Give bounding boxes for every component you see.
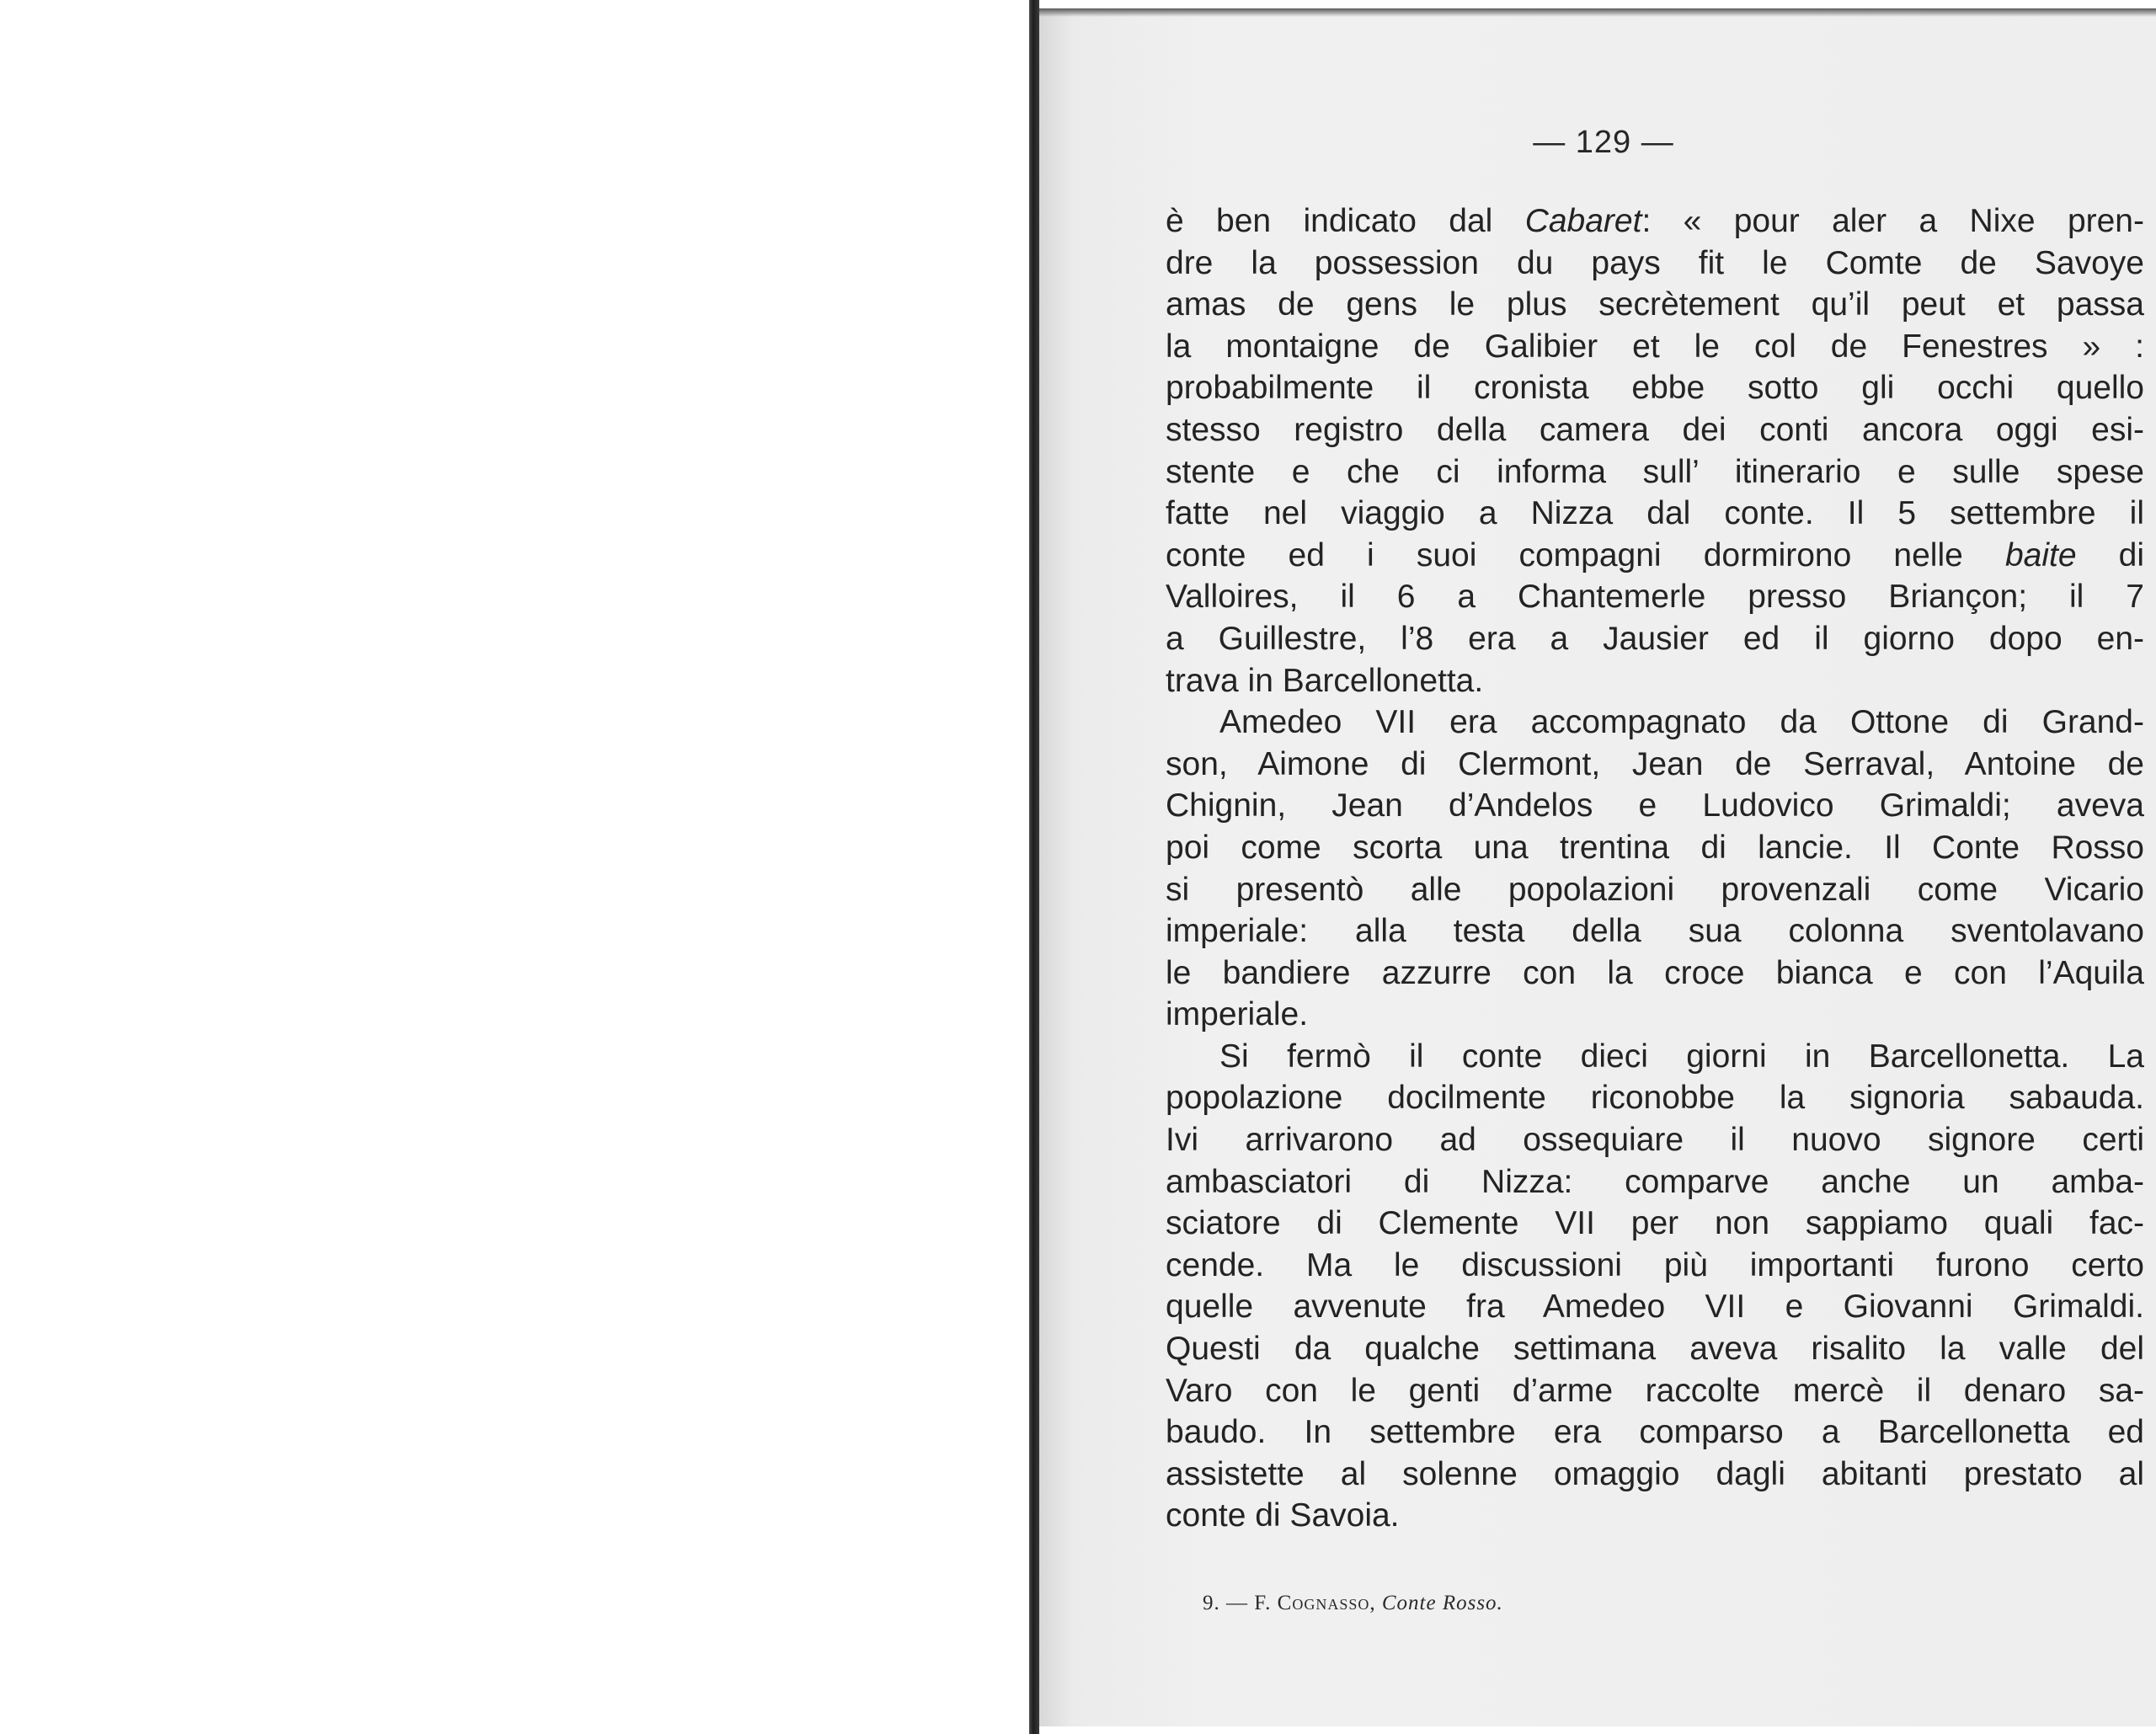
text-line: baudo. In settembre era comparso a Barcellonetta ed bbox=[1166, 1414, 2144, 1451]
text-line bbox=[1166, 200, 2144, 243]
text-line: imperiale. bbox=[1166, 996, 1309, 1033]
text-line: sciatore di Clemente VII per non sappiamo quali fac- bbox=[1166, 1205, 2144, 1242]
page-top-edge-shadow bbox=[1039, 8, 2156, 17]
footer-signature: 9. — F. bbox=[1203, 1592, 1272, 1614]
footer-author: Cognasso, bbox=[1277, 1592, 1376, 1614]
text-segment: di bbox=[2076, 536, 2144, 574]
text-line: assistette al solenne omaggio dagli abitanti prestato al bbox=[1166, 1455, 2144, 1492]
footer-signature-line bbox=[1203, 1592, 1503, 1615]
text-line: conte di Savoia. bbox=[1166, 1497, 1400, 1534]
left-blank-page bbox=[0, 0, 1029, 1734]
text-segment: conte ed i suoi compagni dormirono nelle bbox=[1166, 536, 2005, 574]
text-line: Chignin, Jean d’Andelos e Ludovico Grimaldi; aveva bbox=[1166, 787, 2144, 824]
right-page bbox=[1039, 8, 2156, 1726]
text-line: Questi da qualche settimana aveva risalito la valle del bbox=[1166, 1331, 2144, 1368]
text-line: Si fermò il conte dieci giorni in Barcellonetta. La bbox=[1219, 1038, 2144, 1075]
text-segment: : « pour aler a Nixe pren- bbox=[1641, 203, 2144, 239]
text-line: stesso registro della camera dei conti ancora oggi esi- bbox=[1166, 411, 2144, 448]
text-segment: è ben indicato dal bbox=[1166, 203, 1525, 239]
text-line: amas de gens le plus secrètement qu’il peut et passa bbox=[1166, 286, 2144, 323]
text-line: Varo con le genti d’arme raccolte mercè il denaro sa- bbox=[1166, 1372, 2144, 1409]
text-line: ambasciatori di Nizza: comparve anche un amba- bbox=[1166, 1163, 2144, 1200]
text-line: la montaigne de Galibier et le col de Fenestres » : bbox=[1166, 328, 2144, 365]
text-line: le bandiere azzurre con la croce bianca e con l’Aquila bbox=[1166, 954, 2144, 991]
text-line: imperiale: alla testa della sua colonna sventolavano bbox=[1166, 913, 2144, 950]
text-line: Valloires, il 6 a Chantemerle presso Briançon; il 7 bbox=[1166, 579, 2144, 616]
text-line: dre la possession du pays fit le Comte de Savoye bbox=[1166, 244, 2144, 281]
page-number: — 129 — bbox=[1533, 125, 1674, 160]
text-line: Amedeo VII era accompagnato da Ottone di Grand- bbox=[1219, 704, 2144, 741]
body-text bbox=[1166, 200, 2144, 1537]
text-line bbox=[1166, 535, 2144, 577]
text-line: popolazione docilmente riconobbe la signoria sabauda. bbox=[1166, 1080, 2144, 1117]
footer-title: Conte Rosso. bbox=[1381, 1592, 1503, 1614]
italic-term: baite bbox=[2004, 536, 2077, 574]
italic-term: Cabaret bbox=[1524, 203, 1642, 239]
text-line: quelle avvenute fra Amedeo VII e Giovanni Grimaldi. bbox=[1166, 1288, 2144, 1326]
text-line: fatte nel viaggio a Nizza dal conte. Il 5 settembre il bbox=[1166, 495, 2144, 532]
text-line: cende. Ma le discussioni più importanti furono certo bbox=[1166, 1246, 2144, 1283]
book-gutter bbox=[1029, 0, 1039, 1734]
text-line: trava in Barcellonetta. bbox=[1166, 662, 1484, 699]
text-line: si presentò alle popolazioni provenzali come Vicario bbox=[1166, 871, 2144, 908]
text-line: son, Aimone di Clermont, Jean de Serraval, Antoine de bbox=[1166, 745, 2144, 782]
text-line: stente e che ci informa sull’ itinerario e sulle spese bbox=[1166, 453, 2144, 490]
text-line: Ivi arrivarono ad ossequiare il nuovo signore certi bbox=[1166, 1122, 2144, 1159]
text-line: probabilmente il cronista ebbe sotto gli occhi quello bbox=[1166, 370, 2144, 407]
text-line: poi come scorta una trentina di lancie. Il Conte Rosso bbox=[1166, 829, 2144, 866]
text-line: a Guillestre, l’8 era a Jausier ed il giorno dopo en- bbox=[1166, 620, 2144, 657]
